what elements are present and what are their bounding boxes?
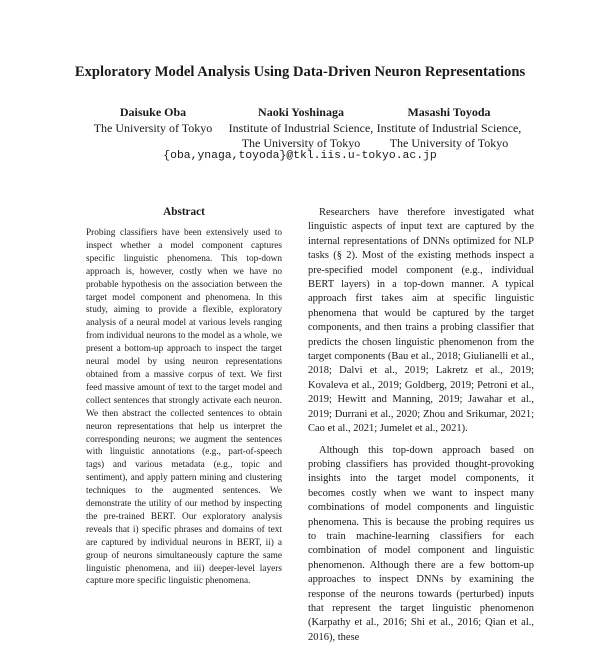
- abstract-heading: Abstract: [86, 206, 282, 218]
- paper-title: Exploratory Model Analysis Using Data-Driven Neuron Representations: [0, 64, 600, 81]
- author-affiliation-line2: The University of Tokyo: [374, 136, 524, 152]
- author-1: [78, 105, 228, 136]
- author-name: Daisuke Oba: [78, 105, 228, 121]
- author-email: {oba,ynaga,toyoda}@tkl.iis.u-tokyo.ac.jp: [0, 150, 600, 162]
- body-column: [308, 206, 534, 600]
- body-paragraph-1: Researchers have therefore investigated what linguistic aspects of input text are captured by the internal representations of DNNs optimized for NLP tasks (§ 2). Most of the existing methods inspect a pre-specified model component (e.g., individual BERT layers) in a top-down manner. A typical approach first takes aim at specific linguistic phenomena that would be captured by the target components, and then trains a probing classifier that predicts the chosen linguistic phenomenon from the target components (Bau et al., 2018; Giulianelli et al., 2018; Dalvi et al., 2019; Lakretz et al., 2019; Kovaleva et al., 2019; Goldberg, 2019; Petroni et al., 2019; Hewitt and Manning, 2019; Jawahar et al., 2019; Durrani et al., 2020; Zhou and Srikumar, 2021; Cao et al., 2021; Jumelet et al., 2021).: [308, 206, 534, 437]
- body-paragraph-2: Although this top-down approach based on probing classifiers has provided thought-provoking insights into the target model components, it becomes costly when we want to inspect many combinations of model components and linguistic phenomena. This is because the probing requires us to train machine-learning classifiers for each combination of model component and linguistic phenomenon. Although there are a few bottom-up approaches to inspect DNNs by examining the response of the neurons towards (perturbed) inputs that represent the target linguistic phenomenon (Karpathy et al., 2016; Shi et al., 2016; Qian et al., 2016), these: [308, 444, 534, 645]
- author-affiliation: The University of Tokyo: [78, 121, 228, 137]
- abstract-paragraph: Probing classifiers have been extensively used to inspect whether a model component captures specific linguistic phenomena. This top-down approach is, however, costly when we have no probable hypothesis on the association between the target model component and phenomena. In this study, aiming to provide a flexible, exploratory analysis of a neural model at various levels ranging from individual neurons to the model as a whole, we present a bottom-up approach to inspect the target neural model by using neuron representations obtained from a massive corpus of text. We first feed massive amount of text to the target model and collect sentences that strongly activate each neuron. We then abstract the collected sentences to obtain neuron representations that help us interpret the corresponding neurons; we augment the sentences with linguistic annotations (e.g., part-of-speech tags) and various metadata (e.g., topic and sentiment), and apply pattern mining and clustering techniques to the augmented sentences. We demonstrate the utility of our method by inspecting the pre-trained BERT. Our exploratory analysis reveals that i) specific phrases and domains of text are captured by individual neurons in BERT, ii) a group of neurons simultaneously capture the same linguistic phenomena, and iii) deeper-level layers capture more specific linguistic phenomena.: [86, 227, 282, 588]
- author-3: [374, 105, 524, 152]
- author-name: Naoki Yoshinaga: [226, 105, 376, 121]
- author-2: [226, 105, 376, 152]
- author-affiliation-line2: The University of Tokyo: [226, 136, 376, 152]
- author-name: Masashi Toyoda: [374, 105, 524, 121]
- abstract-text: [86, 227, 282, 588]
- author-affiliation: Institute of Industrial Science,: [226, 121, 376, 137]
- author-affiliation: Institute of Industrial Science,: [374, 121, 524, 137]
